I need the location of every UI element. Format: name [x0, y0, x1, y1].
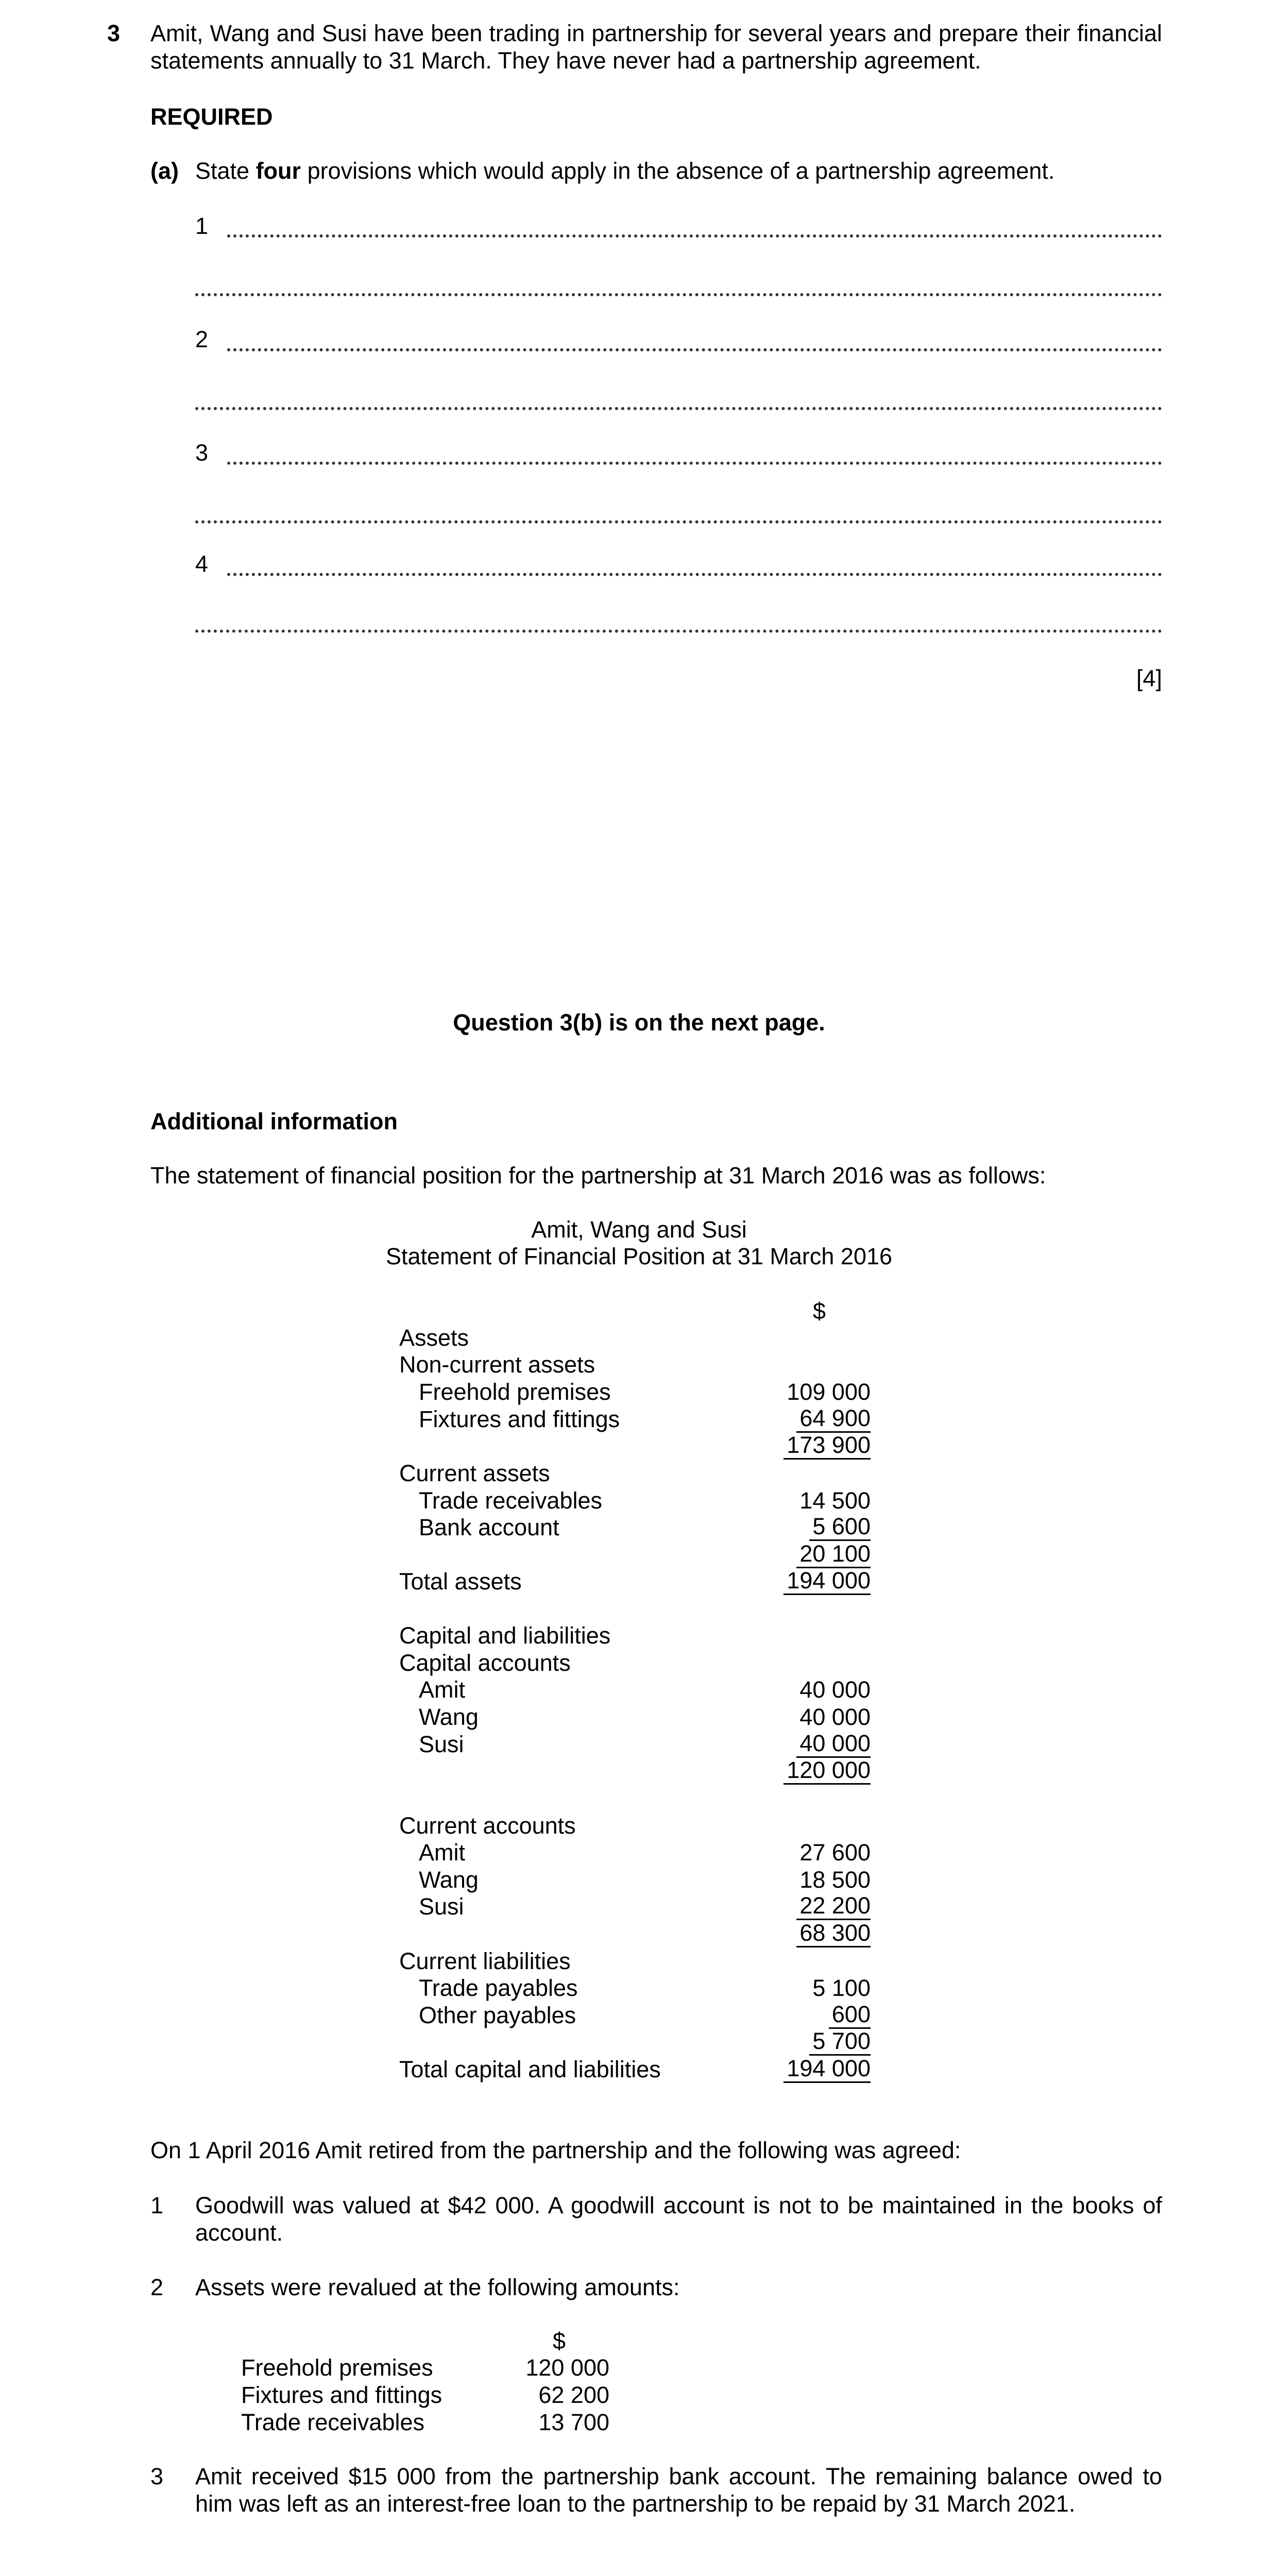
statement-row-label: Susi: [419, 1893, 464, 1920]
statement-row-amount: 27 600: [799, 1839, 871, 1866]
statement-row: [399, 1649, 871, 1676]
statement-row-amount: 14 500: [799, 1487, 871, 1514]
statement-row: [399, 1839, 871, 1866]
statement-row: [399, 1622, 871, 1649]
next-page-note: Question 3(b) is on the next page.: [453, 1009, 825, 1036]
point-text: Goodwill was valued at $42 000. A goodwill account is not to be maintained in the books of account.: [195, 2192, 1162, 2246]
statement-row-amount: 22 200: [796, 1893, 871, 1920]
statement-row-label: Wang: [419, 1704, 479, 1730]
answer-line[interactable]: [227, 234, 1162, 238]
statement-row-amount: 109 000: [787, 1379, 871, 1405]
statement-row: [399, 1703, 871, 1731]
statement-row: [399, 1541, 871, 1568]
answer-number-3: 3: [195, 439, 209, 466]
statement-row: [399, 1866, 871, 1893]
point-text: Amit received $15 000 from the partnership bank account. The remaining balance owed to him was left as an interest-free loan to the partnership to be repaid by 31 March 2021.: [195, 2463, 1162, 2517]
statement-row-label: Current assets: [399, 1460, 550, 1486]
statement-row: [399, 1947, 871, 1975]
revaluation-row: [241, 2381, 609, 2409]
statement-row: [399, 1487, 871, 1514]
required-label: REQUIRED: [150, 104, 273, 130]
statement-row-label: Non-current assets: [399, 1351, 595, 1378]
statement-row-amount: 120 000: [783, 1757, 871, 1785]
revaluation-amount: 62 200: [538, 2382, 609, 2408]
statement-row: [399, 2056, 871, 2083]
currency-header: $: [813, 1298, 826, 1324]
marks: [4]: [1136, 665, 1162, 691]
revaluation-label: Trade receivables: [241, 2409, 425, 2435]
statement-row: [399, 1757, 871, 1785]
statement-row: [399, 1432, 871, 1460]
statement-row: [399, 2028, 871, 2056]
part-a-text: [195, 157, 1054, 184]
point-number: 2: [150, 2274, 164, 2300]
statement-row: [399, 1974, 871, 2002]
point-number: 3: [150, 2463, 164, 2489]
statement-row-label: Other payables: [419, 2002, 576, 2028]
statement-row: [399, 1378, 871, 1405]
statement-row: [399, 1405, 871, 1433]
part-a-text-bold: four: [255, 158, 301, 184]
statement-row: [399, 2002, 871, 2029]
statement-row-amount: 600: [829, 2002, 871, 2029]
answer-line[interactable]: [227, 348, 1162, 351]
part-a-label: (a): [150, 158, 179, 184]
statement-row: [399, 1514, 871, 1541]
revaluation-row: [241, 2409, 609, 2436]
retirement-intro: On 1 April 2016 Amit retired from the partnership and the following was agreed:: [150, 2137, 961, 2163]
statement-row-label: Susi: [419, 1731, 464, 1757]
statement-row-label: Trade receivables: [419, 1487, 603, 1514]
statement-row-amount: 194 000: [783, 1568, 871, 1595]
part-a-text-before: State: [195, 158, 256, 184]
answer-line[interactable]: [195, 630, 1162, 633]
statement-row: [399, 1460, 871, 1487]
statement-row-amount: 173 900: [783, 1432, 871, 1460]
statement-row: [399, 1351, 871, 1378]
statement-row-amount: 40 000: [799, 1676, 871, 1703]
statement-row-label: Current liabilities: [399, 1948, 571, 1974]
question-intro: Amit, Wang and Susi have been trading in partnership for several years and prepare their financial statements annually to 31 March. They have never had a partnership agreement.: [150, 20, 1162, 74]
revaluation-amount: 13 700: [538, 2409, 609, 2435]
statement-row-label: Current accounts: [399, 1812, 576, 1839]
statement-row-label: Total assets: [399, 1568, 522, 1595]
statement-row-amount: 18 500: [799, 1867, 871, 1893]
statement-row-amount: 5 700: [809, 2028, 871, 2056]
answer-number-4: 4: [195, 551, 209, 577]
additional-intro: The statement of financial position for the partnership at 31 March 2016 was as follows:: [150, 1162, 1046, 1189]
statement-row-label: Assets: [399, 1325, 469, 1351]
statement-row-label: Amit: [419, 1676, 465, 1703]
statement-row-label: Wang: [419, 1867, 479, 1893]
answer-line[interactable]: [195, 293, 1162, 296]
question-number: 3: [107, 20, 121, 46]
statement-row: [399, 1893, 871, 1920]
statement-row: [399, 1324, 871, 1351]
answer-line[interactable]: [227, 462, 1162, 465]
part-a-text-after: provisions which would apply in the absence of a partnership agreement.: [301, 158, 1055, 184]
statement-row-amount: 64 900: [796, 1405, 871, 1433]
answer-number-1: 1: [195, 213, 209, 239]
statement-row-label: Capital accounts: [399, 1650, 571, 1676]
statement-row: [399, 1676, 871, 1703]
statement-subtitle: Statement of Financial Position at 31 March 2016: [385, 1243, 893, 1269]
revaluation-currency: $: [553, 2328, 566, 2354]
revaluation-amount: 120 000: [525, 2354, 609, 2381]
answer-line[interactable]: [195, 520, 1162, 523]
statement-row: [399, 1920, 871, 1947]
revaluation-row: [241, 2354, 609, 2381]
point-text: Assets were revalued at the following amounts:: [195, 2274, 680, 2300]
statement-row-amount: 5 100: [812, 1975, 871, 2001]
statement-row-label: Fixtures and fittings: [419, 1406, 620, 1432]
statement-row-amount: 40 000: [799, 1704, 871, 1730]
statement-row-amount: 68 300: [796, 1920, 871, 1947]
statement-row: [399, 1731, 871, 1758]
revaluation-label: Fixtures and fittings: [241, 2382, 442, 2408]
statement-row-label: Capital and liabilities: [399, 1622, 611, 1649]
statement-title: Amit, Wang and Susi: [531, 1216, 747, 1243]
statement-row-label: Total capital and liabilities: [399, 2056, 661, 2082]
statement-row-label: Freehold premises: [419, 1379, 611, 1405]
statement-row-amount: 20 100: [796, 1541, 871, 1568]
statement-row-amount: 194 000: [783, 2056, 871, 2083]
answer-line[interactable]: [195, 407, 1162, 410]
answer-number-2: 2: [195, 326, 209, 352]
statement-row-label: Amit: [419, 1839, 465, 1866]
answer-line[interactable]: [227, 573, 1162, 576]
revaluation-label: Freehold premises: [241, 2354, 433, 2381]
statement-row-amount: 5 600: [809, 1514, 871, 1541]
additional-heading: Additional information: [150, 1108, 398, 1134]
statement-row-label: Bank account: [419, 1514, 559, 1540]
statement-row: [399, 1812, 871, 1839]
point-number: 1: [150, 2192, 164, 2218]
statement-row-label: Trade payables: [419, 1975, 578, 2001]
statement-row: [399, 1568, 871, 1595]
statement-row-amount: 40 000: [796, 1731, 871, 1758]
